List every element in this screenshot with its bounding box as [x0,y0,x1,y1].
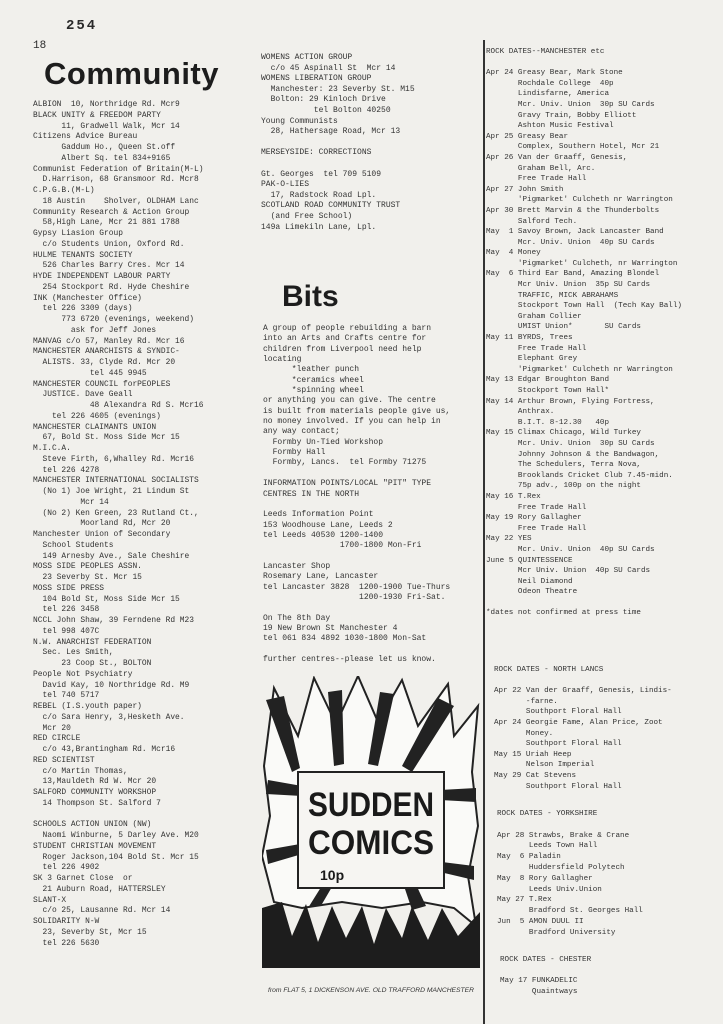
womens-merseyside-listings [261,53,415,233]
text-line: D.Harrison, 68 Gransmoor Rd. Mcr8 [33,175,199,185]
text-line: School Students [33,540,114,550]
text-line: Leeds Univ.Union [497,885,602,894]
text-line [486,598,682,609]
text-line: c/o 25, Lausanne Rd. Mcr 14 [33,906,171,916]
text-line: Bolton: 29 Kinloch Drive [261,95,386,105]
text-line [261,159,415,170]
text-line: 149a Limekiln Lane, Lpl. [261,222,377,232]
text-line: tel Leeds 40530 1200-1400 [263,530,384,540]
text-line [263,500,450,510]
text-line: RED CIRCLE [33,734,81,744]
text-line: Apr 28 Strawbs, Brake & Crane [497,831,630,840]
text-line: tel 740 5717 [33,691,100,701]
text-line: MOSS SIDE PRESS [33,583,105,593]
text-line: ALISTS. 33, Clyde Rd. Mcr 20 [33,358,176,367]
text-line: tel Lancaster 3828 1200-1900 Tue-Thurs [263,582,451,592]
text-line: Quaintways [500,987,578,996]
text-line: Mcr. Univ. Union 30p SU Cards [486,100,655,109]
text-line: ROCK DATES - NORTH LANCS [494,666,604,674]
text-line: tel 998 407C [33,626,100,636]
text-line: May 13 Edgar Broughton Band [486,376,610,385]
text-line: Mcr. Univ. Union 30p SU Cards [486,439,655,448]
text-line: Albert Sq. tel 834+9165 [33,153,171,163]
bits-text [263,324,450,665]
text-line: Southport Floral Hall [494,708,622,717]
comic-price: 10p [320,867,345,883]
text-line: May 11 BYRDS, Trees [486,334,573,343]
text-line: *ceramics wheel [263,375,364,385]
text-line: A group of people rebuilding a barn [263,324,432,333]
text-line: WOMENS ACTION GROUP [261,53,353,62]
text-line: May 15 Uriah Heep [494,750,572,759]
text-line: Nelson Imperial [494,761,595,770]
community-listings [33,100,203,949]
text-line: Manchester Union of Secondary [33,530,171,539]
text-line: tel 226 4605 (evenings) [33,411,161,421]
text-line: The Schedulers, Terra Nova, [486,461,641,470]
text-line: Free Trade Hall [486,524,587,533]
text-line: 'Pigmarket' Culcheth, nr Warrington [486,259,678,268]
text-line [263,645,450,655]
text-line: Anthrax. [486,408,555,417]
text-line [497,820,643,831]
text-line: STUDENT CHRISTIAN MOVEMENT [33,841,157,851]
rock-dates-yorkshire [497,809,643,939]
text-line: On The 8th Day [263,613,331,623]
text-line: Rosemary Lane, Lancaster [263,572,379,582]
text-line: 11, Gradwell Walk, Mcr 14 [33,121,180,131]
text-line: May 27 T.Rex [497,896,552,905]
text-line: (and Free School) [261,211,353,221]
text-line: 104 Bold St, Moss Side Mcr 15 [33,594,180,604]
text-line: May 8 Rory Gallagher [497,874,593,883]
sudden-comics-advert [262,676,480,1006]
text-line: Gypsy Liasion Group [33,229,123,238]
text-line: Money. [494,729,554,738]
text-line: SALFORD COMMUNITY WORKSHOP [33,788,157,797]
text-line: Mcr 20 [33,723,71,733]
text-line: Gravy Train, Bobby Elliott [486,111,637,120]
text-line: 75p adv., 100p on the night [486,482,641,491]
text-line: Graham Collier [486,312,582,321]
text-line: Moorland Rd, Mcr 20 [33,519,171,529]
text-line: HULME TENANTS SOCIETY [33,250,133,260]
text-line [500,966,591,977]
text-line: Johnny Johnson & the Bandwagon, [486,450,660,459]
text-line: Elephant Grey [486,355,578,364]
text-line: 14 Thompson St. Salford 7 [33,798,161,808]
text-line: 23, Severby St, Mcr 15 [33,927,147,937]
text-line: May 29 Cat Stevens [494,771,577,780]
text-line: June 5 QUINTESSENCE [486,556,573,565]
text-line: ROCK DATES - CHESTER [500,956,592,964]
text-line: Salford Tech. [486,217,578,226]
text-line: *spinning wheel [263,386,364,396]
text-line: Ashton Music Festival [486,122,614,131]
text-line: 1200-1930 Fri-Sat. [263,592,446,602]
text-line: Complex, Southern Hotel, Mcr 21 [486,143,660,152]
text-line: May 22 YES [486,535,532,544]
text-line: *leather punch [263,365,360,375]
text-line: MANVAG c/o 57, Manley Rd. Mcr 16 [33,336,185,346]
text-line: ROCK DATES - YORKSHIRE [497,810,598,818]
text-line: Apr 30 Brett Marvin & the Thunderbolts [486,206,660,215]
section-number: 18 [33,40,47,52]
text-line: UMIST Union* SU Cards [486,323,641,332]
text-line: WOMENS LIBERATION GROUP [261,74,372,84]
text-line: 13,Mauldeth Rd W. Mcr 20 [33,777,157,787]
text-line: 1700-1800 Mon-Fri [263,541,422,551]
text-line: c/o Sara Henry, 3,Hesketh Ave. [33,712,185,722]
text-line: Brooklands Cricket Club 7.45-midn. [486,471,673,480]
text-line: SK 3 Garnet Close or [33,874,133,883]
text-line: Huddersfield Polytech [497,863,625,872]
text-line: -farne. [494,697,558,706]
text-line: Gaddum Ho., Queen St.off [33,143,176,152]
text-line: Sec. Les Smith, [33,648,114,658]
comic-footer: from FLAT 5, 1 DICKENSON AVE. OLD TRAFFORD MANCHESTER [268,988,475,994]
text-line: tel 226 3309 (days) [33,304,133,314]
text-line: no money involved. If you can help in [263,417,441,427]
rock-dates-north-lancs [494,665,672,792]
text-line: BLACK UNITY & FREEDOM PARTY [33,110,161,120]
text-line: B.I.T. 8-12.30 40p [486,418,610,427]
text-line: c/o 45 Aspinall St Mcr 14 [261,63,396,73]
text-line: Apr 24 Greasy Bear, Mark Stone [486,69,623,78]
text-line: 254 Stockport Rd. Hyde Cheshire [33,282,190,292]
text-line: Young Communists [261,116,338,126]
text-line: 18 Austin Sholver, OLDHAM Lanc [33,196,199,206]
text-line: Bradford St. Georges Hall [497,907,643,916]
text-line: 21 Auburn Road, HATTERSLEY [33,884,166,894]
text-line: May 16 T.Rex [486,492,541,501]
text-line [494,676,672,687]
text-line: tel Bolton 40250 [261,105,391,115]
text-line: ROCK DATES--MANCHESTER etc [486,48,605,56]
text-line: People Not Psychiatry [33,669,133,679]
text-line: tel 226 4278 [33,465,100,475]
text-line: tel 061 834 4892 1030-1800 Mon-Sat [263,634,427,644]
text-line: May 4 Money [486,249,541,258]
text-line: Formby, Lancs. tel Formby 71275 [263,458,427,468]
rock-dates-chester [500,955,591,997]
text-line: NCCL John Shaw, 39 Ferndene Rd M23 [33,616,194,625]
comic-title-line2: COMICS [308,824,434,862]
text-line: 153 Woodhouse Lane, Leeds 2 [263,520,393,530]
text-line: Graham Bell, Arc. [486,164,596,173]
text-line: further centres--please let us know. [263,655,436,664]
text-line: May 6 Third Ear Band, Amazing Blondel [486,270,660,279]
text-line: any way contact; [263,427,340,437]
text-line [263,603,450,613]
text-line: C.P.G.B.(M-L) [33,186,95,195]
text-line: Gt. Georges tel 709 5109 [261,169,382,179]
text-line: Communist Federation of Britain(M-L) [33,164,204,174]
text-line: ALBION 10, Northridge Rd. Mcr9 [33,100,180,109]
text-line: N.W. ANARCHIST FEDERATION [33,637,152,647]
rock-dates-manchester [486,47,682,619]
text-line: 23 Severby St. Mcr 15 [33,573,142,582]
text-line: tel 226 4902 [33,863,100,873]
text-line: Odeon Theatre [486,588,578,597]
text-line: 17, Radstock Road Lpl. [261,190,377,200]
text-line: SCHOOLS ACTION UNION (NW) [33,820,152,830]
text-line: Stockport Town Hall (Tech Kay Ball) [486,302,682,311]
text-line: May 17 FUNKADELIC [500,977,578,986]
text-line: Mcr Univ. Union 40p SU Cards [486,567,651,576]
text-line: 'Pigmarket' Culcheth nr Warrington [486,196,673,205]
column-divider [483,40,485,1024]
text-line: REBEL (I.S.youth paper) [33,702,142,711]
text-line: Manchester: 23 Severby St. M15 [261,84,415,94]
text-line: into an Arts and Crafts centre for [263,334,427,344]
text-line: JUSTICE. Dave Geall [33,390,133,400]
text-line: INFORMATION POINTS/LOCAL "PIT" TYPE [263,479,432,489]
text-line: Mcr 14 [33,497,109,507]
text-line: MOSS SIDE PEOPLES ASSN. [33,562,142,572]
text-line: Community Research & Action Group [33,207,190,217]
text-line: MANCHESTER ANARCHISTS & SYNDIC- [33,347,180,357]
text-line: locating [263,355,302,365]
text-line: May 14 Arthur Brown, Flying Fortress, [486,397,655,406]
text-line: (No 2) Ken Green, 23 Rutland Ct., [33,508,199,518]
text-line [263,552,450,562]
text-line: Lancaster Shop [263,561,331,571]
text-line: INK (Manchester Office) [33,293,142,303]
text-line: Leeds Information Point [263,510,374,520]
text-line: 48 Alexandra Rd S. Mcr16 [33,401,204,410]
text-line: Roger Jackson,104 Bold St. Mcr 15 [33,852,199,862]
text-line: children from Liverpool need help [263,344,422,354]
text-line: Mcr. Univ. Union 40p SU Cards [486,545,655,554]
text-line: Stockport Town Hall* [486,387,610,395]
text-line: Apr 22 Van der Graaff, Genesis, Lindis- [494,687,672,696]
text-line: Mcr Univ. Union 35p SU Cards [486,281,651,290]
comic-title-line1: SUDDEN [308,786,434,824]
text-line: MANCHESTER INTERNATIONAL SOCIALISTS [33,476,199,486]
text-line: 19 New Brown St Manchester 4 [263,623,398,633]
text-line: Neil Diamond [486,577,573,586]
text-line: Free Trade Hall [486,503,587,512]
text-line: SLANT-X [33,895,67,905]
text-line: 773 6720 (evenings, weekend) [33,315,194,324]
text-line: or anything you can give. The centre [263,396,436,406]
text-line: MANCHESTER COUNCIL forPEOPLES [33,379,171,389]
text-line: SOLIDARITY N-W [33,917,100,926]
bits-heading: Bits [282,280,339,313]
text-line: May 15 Climax Chicago, Wild Turkey [486,429,641,438]
text-line: SCOTLAND ROAD COMMUNITY TRUST [261,201,401,211]
text-line: Apr 26 Van der Graaff, Genesis, [486,153,628,162]
text-line [33,810,203,821]
community-heading: Community [44,56,219,91]
text-line: 'Pigmarket' Culcheth nr Warrington [486,365,673,374]
text-line [486,58,682,69]
text-line: May 19 Rory Gallagher [486,514,582,523]
text-line: Leeds Town Hall [497,842,598,851]
text-line: Formby Hall [263,448,326,458]
text-line [263,469,450,479]
text-line: TRAFFIC, MICK ABRAHAMS [486,291,619,300]
text-line: Apr 27 John Smith [486,185,564,194]
text-line: Lindisfarne, America [486,90,610,99]
text-line: tel 445 9945 [33,368,147,378]
text-line: Citizens Advice Bureau [33,132,138,142]
text-line: Rochdale College 40p [486,79,614,88]
text-line: Free Trade Hall [486,344,587,353]
text-line: c/o Martin Thomas, [33,766,128,776]
text-line: 67, Bold St. Moss Side Mcr 15 [33,433,180,443]
text-line: Steve Firth, 6,Whalley Rd. Mcr16 [33,454,194,464]
text-line: MANCHESTER CLAIMANTS UNION [33,422,157,432]
text-line: David Kay, 10 Northridge Rd. M9 [33,680,190,690]
text-line: is built from materials people give us, [263,406,451,416]
text-line: tel 226 5630 [33,938,100,948]
text-line: tel 226 3458 [33,605,100,615]
text-line: *dates not confirmed at press time [486,609,641,618]
text-line: CENTRES IN THE NORTH [263,489,360,499]
text-line: Formby Un-Tied Workshop [263,437,384,447]
text-line: ask for Jeff Jones [33,325,157,335]
text-line: May 1 Savoy Brown, Jack Lancaster Band [486,228,664,237]
text-line: PAK-O-LIES [261,180,310,190]
text-line: 58,High Lane, Mcr 21 881 1788 [33,218,180,228]
text-line: Apr 25 Greasy Bear [486,132,569,141]
text-line: HYDE INDEPENDENT LABOUR PARTY [33,272,171,281]
text-line: Free Trade Hall [486,175,587,184]
text-line: (No 1) Joe Wright, 21 Lindum St [33,487,190,496]
text-line [261,138,415,149]
text-line: M.I.C.A. [33,444,71,453]
text-line: 526 Charles Barry Cres. Mcr 14 [33,261,185,271]
text-line: 28, Hathersage Road, Mcr 13 [261,127,401,137]
text-line: Bradford University [497,928,616,937]
text-line: Apr 24 Georgie Fame, Alan Price, Zoot [494,718,663,727]
text-line: May 6 Paladin [497,853,561,862]
text-line: Southport Floral Hall [494,782,622,791]
text-line: 23 Coop St., BOLTON [33,659,152,668]
text-line: c/o 43,Brantingham Rd. Mcr16 [33,745,176,754]
text-line: RED SCIENTIST [33,755,95,765]
page-number: 254 [66,18,98,34]
text-line: c/o Students Union, Oxford Rd. [33,239,185,249]
text-line: Naomi Winburne, 5 Darley Ave. M20 [33,831,199,840]
text-line: MERSEYSIDE: CORRECTIONS [261,148,372,158]
text-line: Mcr. Univ. Union 40p SU Cards [486,238,655,247]
text-line: Southport Floral Hall [494,740,622,749]
text-line: 149 Arnesby Ave., Sale Cheshire [33,551,190,561]
text-line: Jun 5 AMON DUUL II [497,917,584,926]
